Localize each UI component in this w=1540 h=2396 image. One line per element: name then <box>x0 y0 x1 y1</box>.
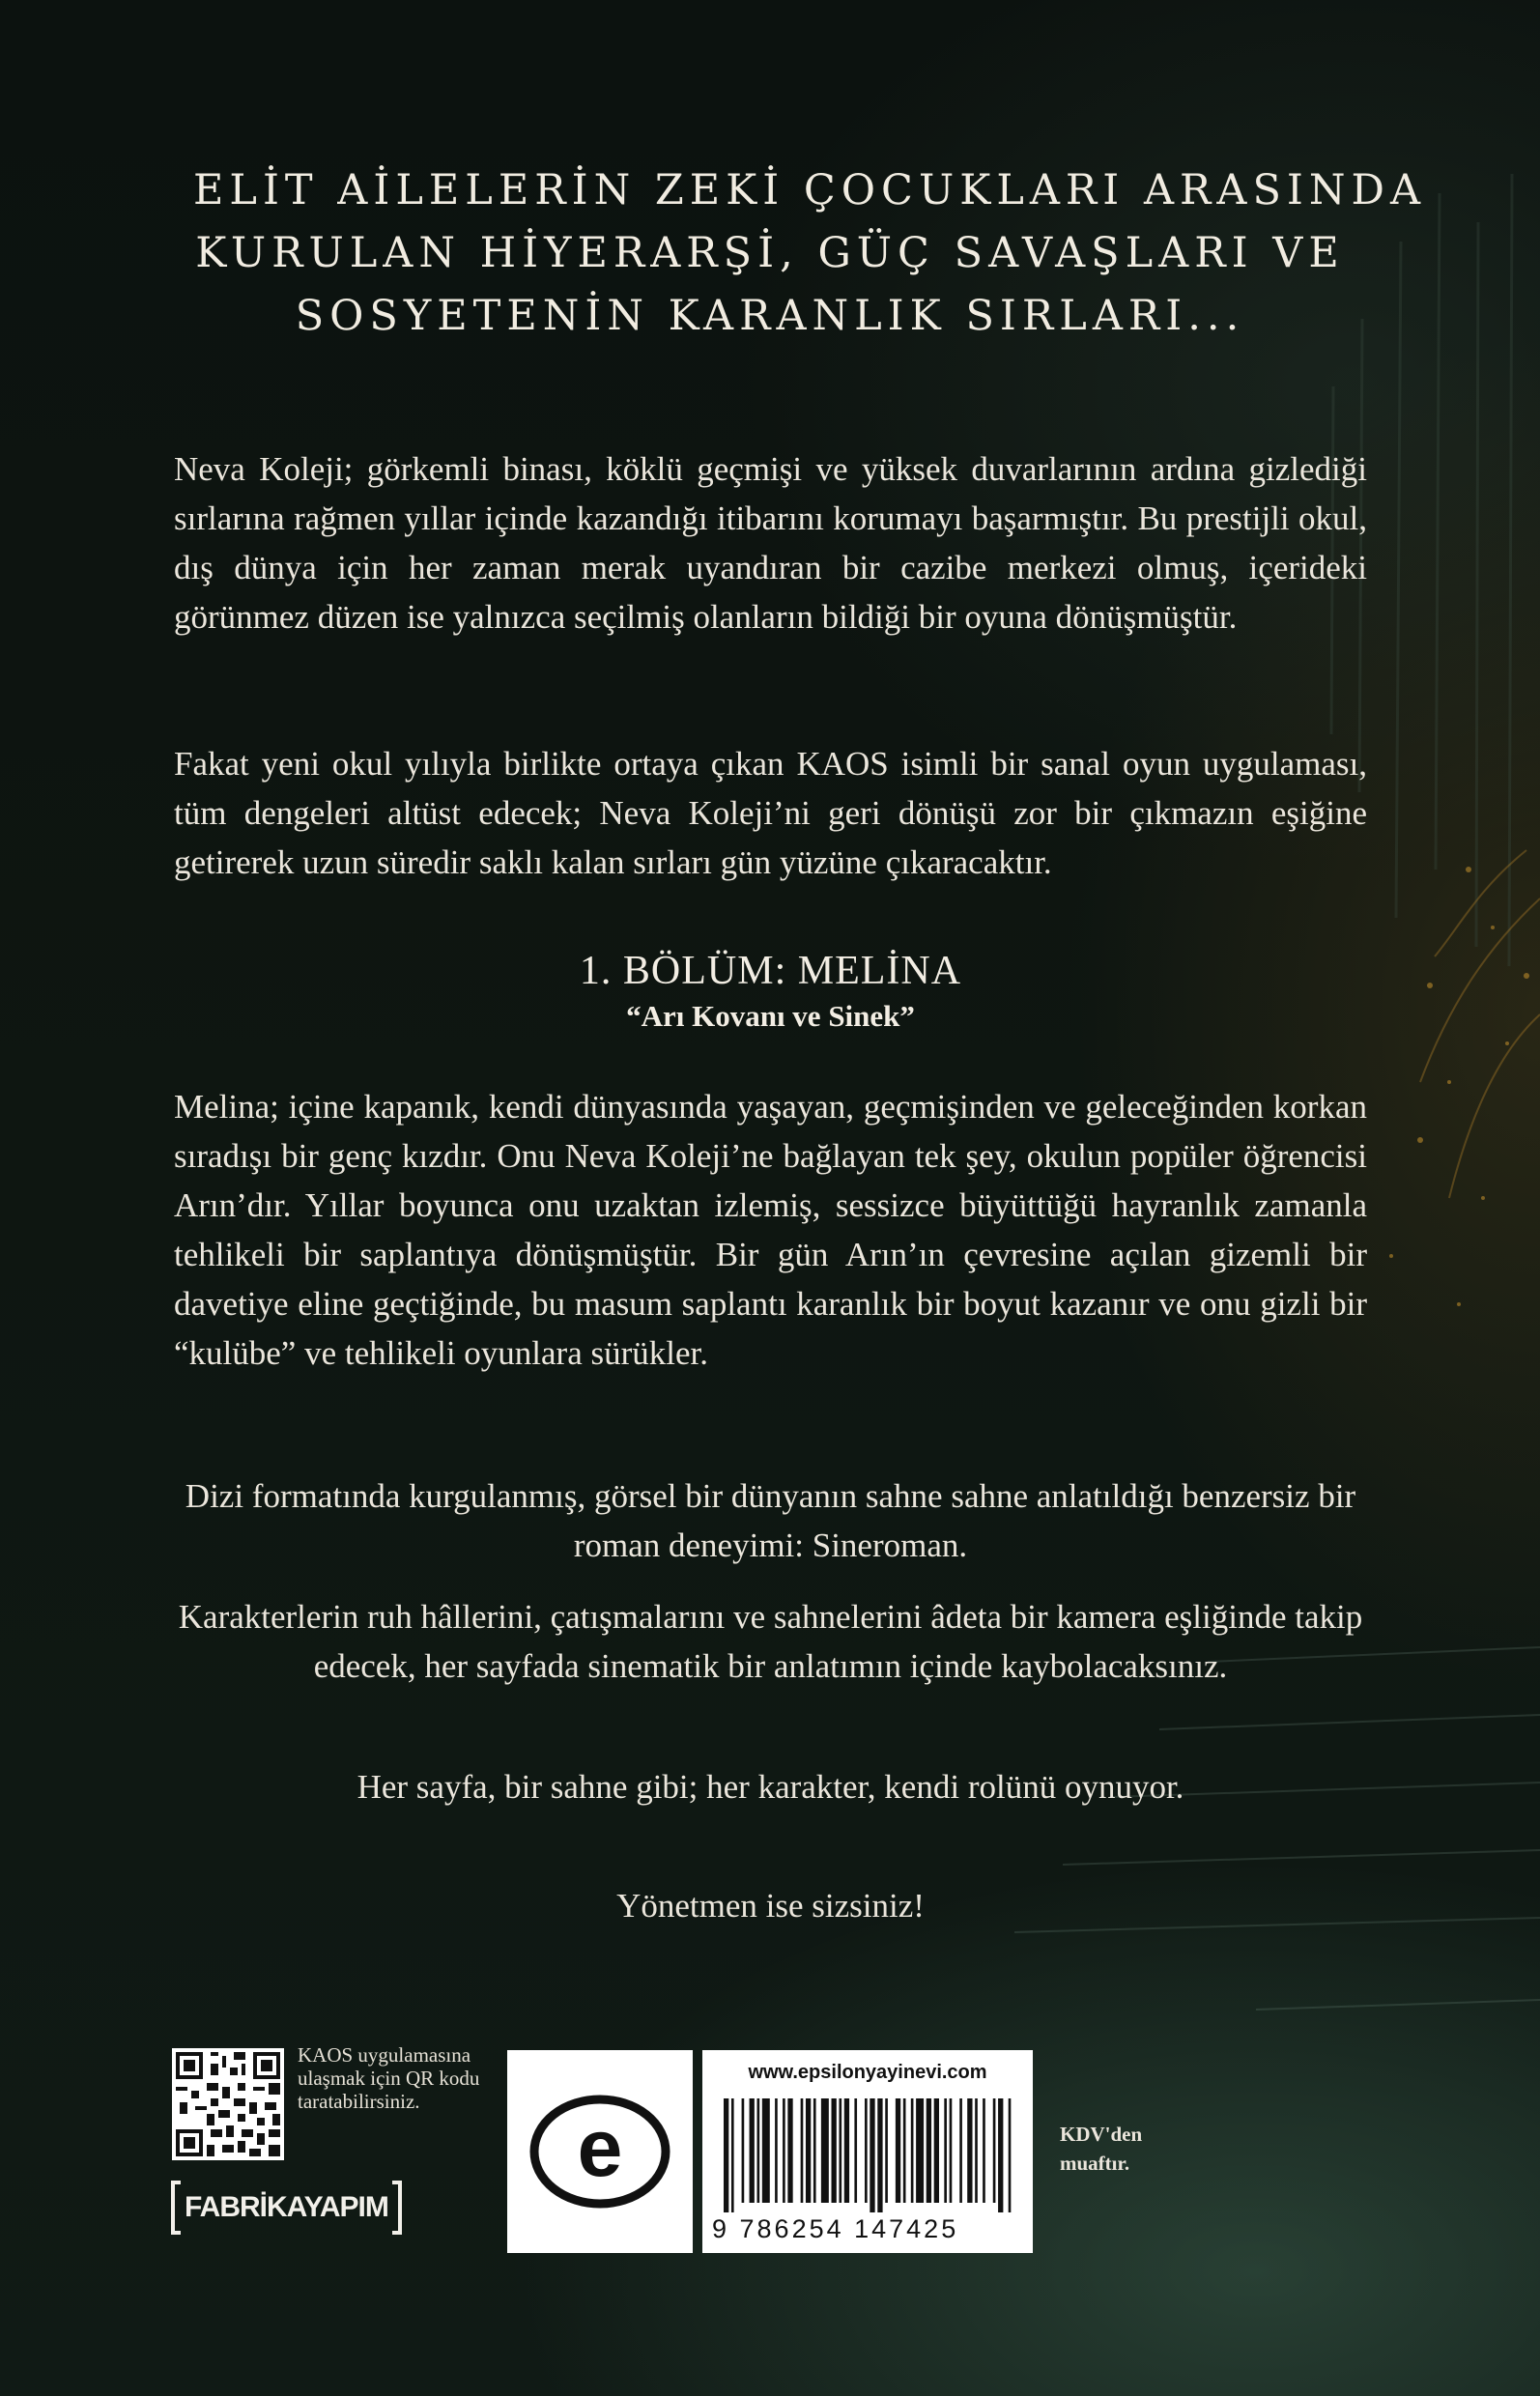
barcode-bar <box>742 2098 745 2203</box>
barcode-bar <box>806 2098 811 2203</box>
barcode-bar <box>724 2098 728 2212</box>
barcode-bar <box>993 2098 996 2203</box>
barcode-bar <box>750 2098 755 2203</box>
closing-line-4: Yönetmen ise sizsiniz! <box>616 1887 925 1925</box>
closing-line-2: Karakterlerin ruh hâllerini, çatışmalarını ve sahnelerini âdeta bir kamera eşliğinde takip edecek, her sayfada sinematik bir anlatımın içinde kaybolacaksınız. <box>178 1598 1363 1685</box>
chapter-paragraph: Melina; içine kapanık, kendi dünyasında yaşayan, geçmişinden ve geleceğinden korkan sıradışı bir genç kızdır. Onu Neva Koleji’ne bağlayan tek şey, okulun popüler öğrencisi Arın’dır. Yıllar boyunca onu uzaktan izlemiş, sessizce büyüttüğü hayranlık zamanla tehlikeli bir saplantıya dönüşmüştür. Bir gün Arın’ın çevresine açılan gizemli bir davetiye eline geçtiğinde, bu masum saplantı karanlık bir boyut kazanır ve onu gizli bir “kulübe” ve tehlikeli oyunlara sürükler. <box>174 1088 1367 1372</box>
barcode-bar <box>927 2098 931 2203</box>
barcode-bar <box>865 2098 868 2203</box>
barcode-bar <box>821 2098 829 2203</box>
tagline-line-2: KURULAN HİYERARŞİ, GÜÇ SAVAŞLARI VE <box>195 229 1345 277</box>
barcode-bar <box>885 2098 888 2203</box>
chapter-title: 1. BÖLÜM: MELİNA <box>579 949 962 993</box>
barcode-bar <box>832 2098 837 2203</box>
barcode-bar <box>975 2098 978 2203</box>
qr-caption: KAOS uygulamasına ulaşmak için QR kodu taratabilirsiniz. <box>298 2043 480 2113</box>
qr-code-icon <box>172 2048 284 2160</box>
chapter-subtitle: “Arı Kovanı ve Sinek” <box>626 999 915 1033</box>
barcode-bar <box>903 2098 906 2203</box>
barcode-bar <box>731 2098 734 2212</box>
intro-paragraph-2: Fakat yeni okul yılıyla birlikte ortaya çıkan KAOS isimli bir sanal oyun uygulaması, tüm dengeleri altüst edecek; Neva Koleji’ni geri dönüşü zor bir çıkmazın eşiğine getirerek uzun süredir saklı kalan sırları gün yüzüne çıkaracaktır. <box>174 745 1367 881</box>
fabrikayapim-logo-text: FABRİKAYAPIM <box>185 2191 388 2223</box>
closing-line-3: Her sayfa, bir sahne gibi; her karakter, kendi rolünü oynuyor. <box>356 1768 1184 1806</box>
tagline-line-1: ELİT AİLELERİN ZEKİ ÇOCUKLARI ARASINDA <box>193 166 1427 214</box>
isbn-barcode <box>702 2050 1033 2253</box>
barcode-bar <box>783 2098 785 2203</box>
barcode-bar <box>944 2098 947 2203</box>
barcode-icon <box>724 2098 1013 2212</box>
barcode-bar <box>757 2098 760 2203</box>
closing-line-1: Dizi formatında kurgulanmış, görsel bir dünyanın sahne sahne anlatıldığı benzersiz bir roman deneyimi: Sineroman. <box>185 1477 1356 1564</box>
publisher-website[interactable]: www.epsilonyayinevi.com <box>748 2062 987 2083</box>
barcode-bar <box>787 2098 792 2203</box>
barcode-bar <box>950 2098 953 2203</box>
barcode-bar <box>998 2098 1003 2212</box>
publisher-logo-letter: e <box>577 2102 623 2193</box>
barcode-bar <box>1009 2098 1012 2212</box>
barcode-bar <box>813 2098 816 2203</box>
barcode-bar <box>911 2098 914 2203</box>
qr-code[interactable] <box>172 2048 284 2160</box>
barcode-bar <box>983 2098 985 2203</box>
tagline <box>193 159 1427 348</box>
barcode-bar <box>854 2098 857 2203</box>
barcode-bar <box>896 2098 900 2203</box>
barcode-bar <box>775 2098 778 2203</box>
barcode-bar <box>844 2098 849 2203</box>
fabrikayapim-logo <box>171 2181 402 2235</box>
barcode-bar <box>934 2098 939 2203</box>
tagline-line-3: SOSYETENİN KARANLIK SIRLARI... <box>295 292 1245 340</box>
barcode-bar <box>762 2098 770 2203</box>
barcode-bar <box>870 2098 874 2212</box>
barcode-bar <box>839 2098 841 2203</box>
isbn-digits: 9 786254 147425 <box>712 2214 959 2243</box>
intro-paragraph-1: Neva Koleji; görkemli binası, köklü geçmişi ve yüksek duvarlarının ardına gizlediği sırlarına rağmen yıllar içinde kazandığı itibarını korumayı başarmıştır. Bu prestijli okul, dış dünya için her zaman merak uyandıran bir cazibe merkezi olmuş, içerideki görünmez düzen ise yalnızca seçilmiş olanların bildiği bir oyuna dönüşmüştür. <box>174 450 1367 636</box>
barcode-bar <box>801 2098 804 2203</box>
barcode-bar <box>877 2098 882 2212</box>
publisher-logo <box>507 2050 693 2253</box>
barcode-bar <box>959 2098 962 2203</box>
chapter-heading <box>174 947 1367 1038</box>
tax-exempt-note: KDV'den muaftır. <box>1060 2123 1143 2175</box>
barcode-bar <box>916 2098 924 2203</box>
barcode-bar <box>967 2098 972 2203</box>
epsilon-logo-icon <box>528 2089 672 2214</box>
